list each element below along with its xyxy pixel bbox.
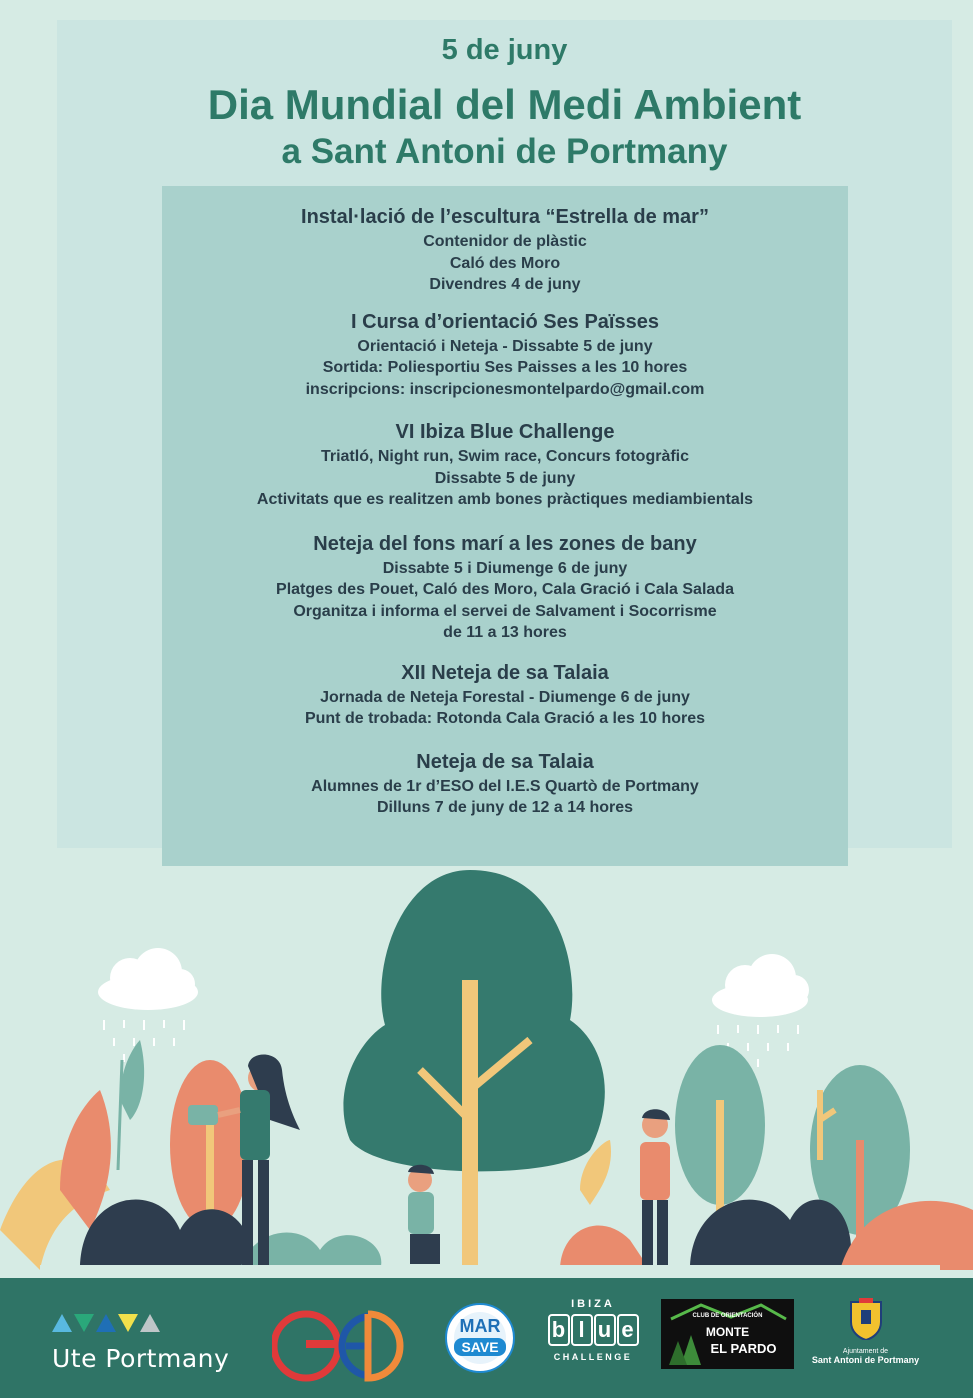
event-detail: Orientació i Neteja - Dissabte 5 de juny — [357, 337, 653, 355]
municipality-label: Sant Antoni de Portmany — [811, 1355, 920, 1365]
event-detail: Contenidor de plàstic — [423, 233, 587, 250]
blue-letter: l — [571, 1314, 593, 1346]
blue-letter: u — [594, 1314, 616, 1346]
event-title: I Cursa d’orientació Ses Païsses — [351, 310, 659, 333]
event-detail: Platges des Pouet, Caló des Moro, Cala Gració i Cala Salada — [276, 581, 734, 598]
event-title: Neteja del fons marí a les zones de bany — [313, 532, 697, 555]
event-item — [162, 309, 848, 401]
event-detail: Divendres 4 de juny — [429, 276, 581, 293]
event-title: VI Ibiza Blue Challenge — [395, 421, 615, 443]
event-item — [162, 660, 848, 730]
triangle-icon — [140, 1314, 160, 1332]
event-detail: Sortida: Poliesportiu Ses Paisses a les 10 hores — [322, 359, 688, 376]
gea-logo — [272, 1306, 404, 1384]
marsave-bottom: SAVE — [454, 1338, 506, 1356]
tree-icon — [343, 870, 604, 1280]
event-detail: Dilluns 7 de juny de 12 a 14 hores — [376, 799, 634, 816]
event-detail: de 11 a 13 hores — [443, 624, 567, 641]
ute-portmany-label: Ute Portmany — [52, 1344, 230, 1373]
coat-of-arms-icon — [849, 1298, 883, 1340]
gea-icon — [272, 1306, 404, 1384]
monte-label: MONTE — [705, 1325, 750, 1339]
marsave-logo — [444, 1300, 516, 1378]
park-illustration — [0, 860, 973, 1280]
poster-header — [57, 20, 952, 190]
event-detail: Alumnes de 1r d’ESO del I.E.S Quartò de Portmany — [311, 777, 699, 795]
ajuntament-label: Ajuntament de — [842, 1348, 889, 1355]
event-detail: Jornada de Neteja Forestal - Diumenge 6 de juny — [320, 688, 690, 706]
event-detail: inscripcions: inscripcionesmontelpardo@gmail.com — [305, 380, 705, 398]
blue-letter: b — [548, 1314, 570, 1346]
marsave-top: MAR — [459, 1316, 501, 1336]
event-title: XII Neteja de sa Talaia — [401, 661, 609, 684]
event-detail: Caló des Moro — [449, 254, 561, 272]
event-title: Neteja de sa Talaia — [416, 750, 594, 773]
event-item — [162, 749, 848, 819]
challenge-label: CHALLENGE — [553, 1352, 633, 1362]
ibiza-blue-challenge-logo — [540, 1298, 646, 1384]
poster-title: Dia Mundial del Medi Ambient — [207, 81, 802, 128]
ute-portmany-logo — [52, 1314, 252, 1384]
event-detail: Dissabte 5 de juny — [434, 469, 576, 487]
triangle-icon — [52, 1314, 72, 1332]
event-detail: Activitats que es realitzen amb bones pràctiques mediambientals — [256, 491, 754, 508]
events-list — [162, 204, 848, 819]
blue-letter: e — [617, 1314, 639, 1346]
ajuntament-logo — [808, 1298, 923, 1378]
cloud-icon — [712, 954, 809, 1017]
event-detail: Organitza i informa el servei de Salvament i Socorrisme — [293, 602, 717, 620]
rain-drops — [104, 1020, 184, 1062]
cloud-icon — [98, 948, 198, 1010]
event-item — [162, 419, 848, 511]
el-pardo-label: EL PARDO — [710, 1341, 777, 1356]
event-date: 5 de juny — [441, 34, 568, 66]
bush-icon — [560, 1140, 973, 1270]
sponsors-bar — [0, 1278, 973, 1398]
event-detail: Triatló, Night run, Swim race, Concurs fotogràfic — [320, 448, 690, 465]
person-standing-icon — [640, 1109, 670, 1265]
ibiza-label: IBIZA — [571, 1298, 615, 1310]
person-kneeling-icon — [408, 1165, 440, 1264]
triangle-icon — [74, 1314, 94, 1332]
event-detail: Dissabte 5 i Diumenge 6 de juny — [382, 559, 628, 577]
triangle-icon — [96, 1314, 116, 1332]
event-item — [162, 204, 848, 296]
triangle-icon — [118, 1314, 138, 1332]
blue-wordmark — [540, 1314, 646, 1346]
monte-club-label: CLUB DE ORIENTACIÓN — [692, 1313, 763, 1319]
monte-el-pardo-logo — [661, 1299, 794, 1369]
event-title: Instal·lació de l’escultura “Estrella de mar” — [301, 206, 709, 228]
event-detail: Punt de trobada: Rotonda Cala Gració a les 10 hores — [304, 710, 706, 727]
event-item — [162, 531, 848, 644]
poster-subtitle: a Sant Antoni de Portmany — [281, 132, 728, 171]
